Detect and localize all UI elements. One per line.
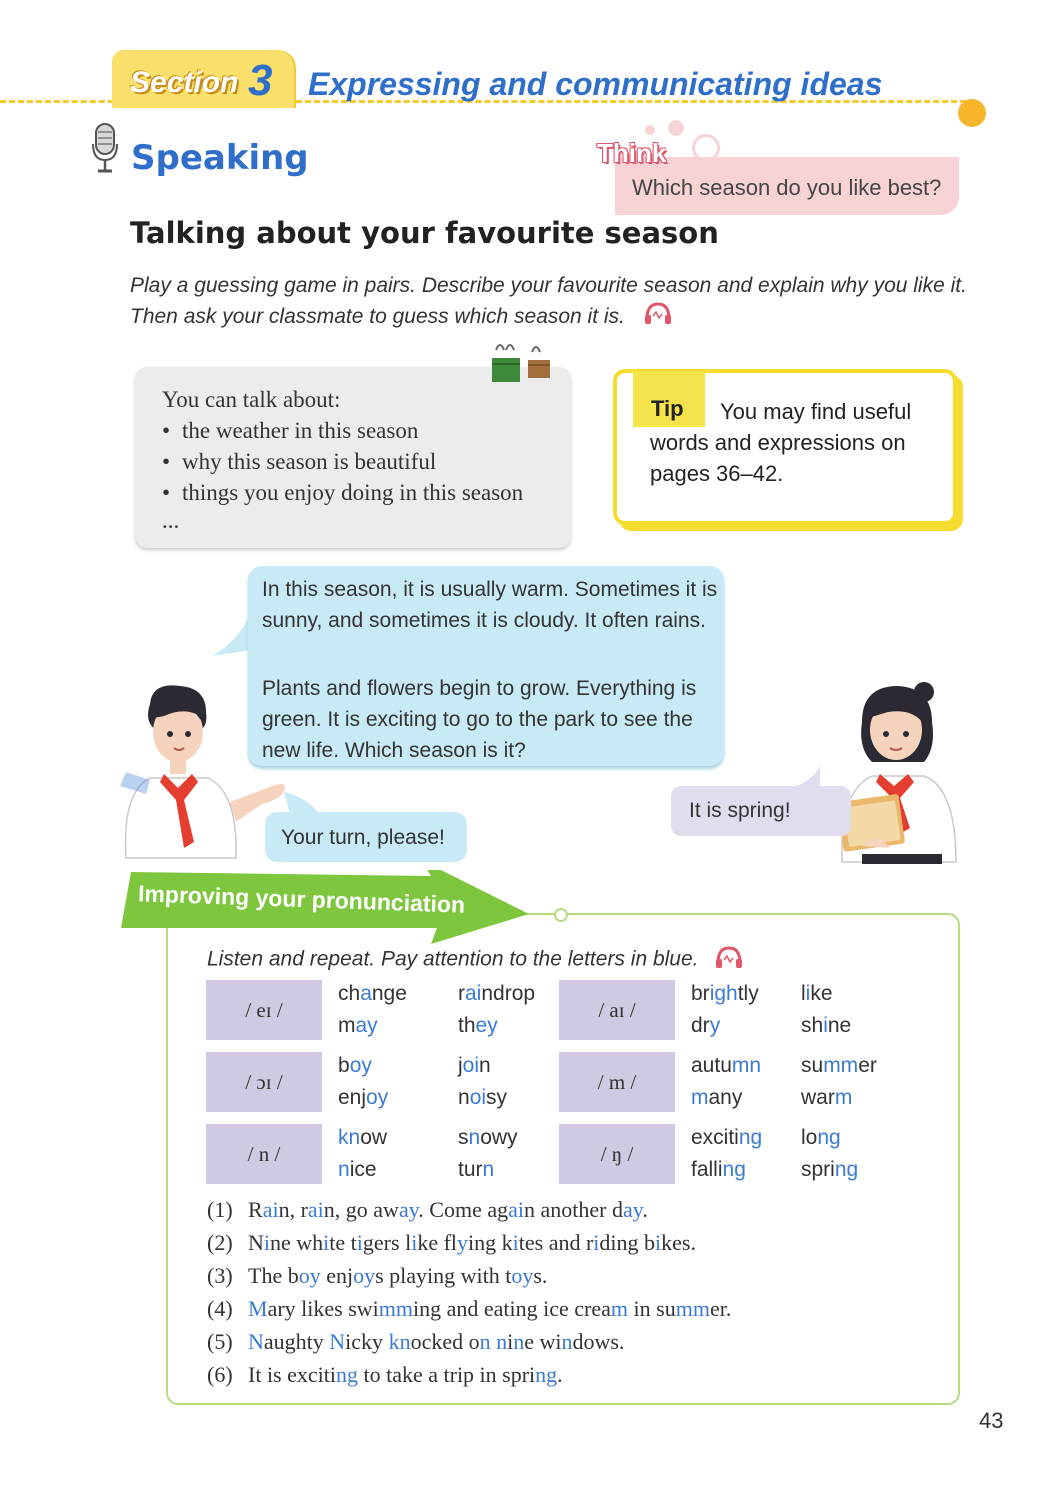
phoneme-symbol: / m / xyxy=(559,1052,675,1112)
list-item: • the weather in this season xyxy=(162,415,523,446)
headphones-icon[interactable] xyxy=(714,945,744,975)
list-ellipsis: ... xyxy=(162,508,180,533)
example-word: change xyxy=(338,982,407,1005)
example-word: may xyxy=(338,1014,378,1037)
sentence-line: (1) Rain, rain, go away. Come again another day. xyxy=(207,1193,731,1226)
example-word: they xyxy=(458,1014,498,1037)
phoneme-symbol: / eɪ / xyxy=(206,980,322,1040)
sentence-line: (3) The boy enjoys playing with toys. xyxy=(207,1259,731,1292)
microphone-icon xyxy=(90,122,120,180)
dialogue-paragraph: Plants and flowers begin to grow. Everything is green. It is exciting to go to the park to see the new life. Which season is it? xyxy=(262,677,697,762)
example-word: exciting xyxy=(691,1126,763,1149)
example-word: summer xyxy=(801,1054,877,1077)
lesson-subheading: Talking about your favourite season xyxy=(130,216,719,250)
example-word: like xyxy=(801,982,833,1005)
phoneme-symbol: / n / xyxy=(206,1124,322,1184)
decorative-dot xyxy=(958,99,986,127)
think-label: Think xyxy=(597,138,667,168)
sentence-number: (6) xyxy=(207,1362,233,1387)
example-word: enjoy xyxy=(338,1086,389,1109)
example-word: spring xyxy=(801,1158,859,1181)
think-question: Which season do you like best? xyxy=(632,175,942,200)
headphones-icon[interactable] xyxy=(643,301,673,334)
bubble-tail xyxy=(212,610,252,660)
pronunciation-instruction xyxy=(207,945,744,975)
page-number: 43 xyxy=(979,1408,1004,1433)
example-word: autumn xyxy=(691,1054,762,1077)
practice-sentences xyxy=(207,1193,731,1391)
example-word: nice xyxy=(338,1158,377,1181)
decorative-ring xyxy=(692,134,720,162)
example-word: noisy xyxy=(458,1086,508,1109)
example-word: many xyxy=(691,1086,743,1109)
example-word: snowy xyxy=(458,1126,518,1149)
section-title: Expressing and communicating ideas xyxy=(308,66,883,102)
example-word: turn xyxy=(458,1158,495,1181)
example-word: shine xyxy=(801,1014,852,1037)
tip-text: You may find useful words and expressions on pages 36–42. xyxy=(650,399,912,486)
sentence-line: (6) It is exciting to take a trip in spring. xyxy=(207,1358,731,1391)
section-label: Section xyxy=(130,66,239,99)
example-word: falling xyxy=(691,1158,746,1181)
example-word: join xyxy=(458,1054,491,1077)
talk-intro: You can talk about: xyxy=(162,387,341,412)
answer-text: It is spring! xyxy=(689,799,791,822)
frame-connector xyxy=(553,907,573,927)
instruction-line xyxy=(130,301,1010,334)
instruction-line: Play a guessing game in pairs. Describe your favourite season and explain why you like it. xyxy=(130,274,967,297)
example-word: warm xyxy=(801,1086,853,1109)
tip-label: Tip xyxy=(651,396,684,421)
phoneme-symbol: / ŋ / xyxy=(559,1124,675,1184)
instruction-line-text: Then ask your classmate to guess which season it is. xyxy=(130,305,625,329)
list-item: • why this season is beautiful xyxy=(162,446,523,477)
sentence-number: (2) xyxy=(207,1230,233,1255)
sentence-line: (2) Nine white tigers like flying kites and riding bikes. xyxy=(207,1226,731,1259)
example-word: dry xyxy=(691,1014,721,1037)
your-turn-text: Your turn, please! xyxy=(281,826,445,849)
sentence-number: (4) xyxy=(207,1296,233,1321)
list-item: • things you enjoy doing in this season xyxy=(162,477,523,508)
speaking-instruction xyxy=(130,270,1010,334)
decorative-dot xyxy=(668,120,684,136)
decorative-dot xyxy=(645,125,655,135)
instruction-text: Listen and repeat. Pay attention to the letters in blue. xyxy=(207,947,699,971)
phoneme-symbol: / ɔɪ / xyxy=(206,1052,322,1112)
sentence-number: (5) xyxy=(207,1329,233,1354)
girl-student-illustration xyxy=(832,678,962,868)
talk-about-list xyxy=(162,384,523,534)
phoneme-symbol: / aɪ / xyxy=(559,980,675,1040)
example-word: know xyxy=(338,1126,388,1149)
pronunciation-title: Improving your pronunciation xyxy=(137,880,466,918)
example-word: brightly xyxy=(691,982,759,1005)
sentence-line: (5) Naughty Nicky knocked on nine windows. xyxy=(207,1325,731,1358)
speaking-title: Speaking xyxy=(131,138,309,178)
sentence-line: (4) Mary likes swimming and eating ice cream in summer. xyxy=(207,1292,731,1325)
example-word: raindrop xyxy=(458,982,536,1005)
dialogue-paragraph: In this season, it is usually warm. Sometimes it is sunny, and sometimes it is cloudy. It often rains. xyxy=(262,578,718,632)
example-word: boy xyxy=(338,1054,372,1077)
binder-clip-icon xyxy=(488,340,558,390)
sentence-number: (1) xyxy=(207,1197,233,1222)
section-number: 3 xyxy=(248,56,273,105)
example-word: long xyxy=(801,1126,841,1149)
sentence-number: (3) xyxy=(207,1263,233,1288)
